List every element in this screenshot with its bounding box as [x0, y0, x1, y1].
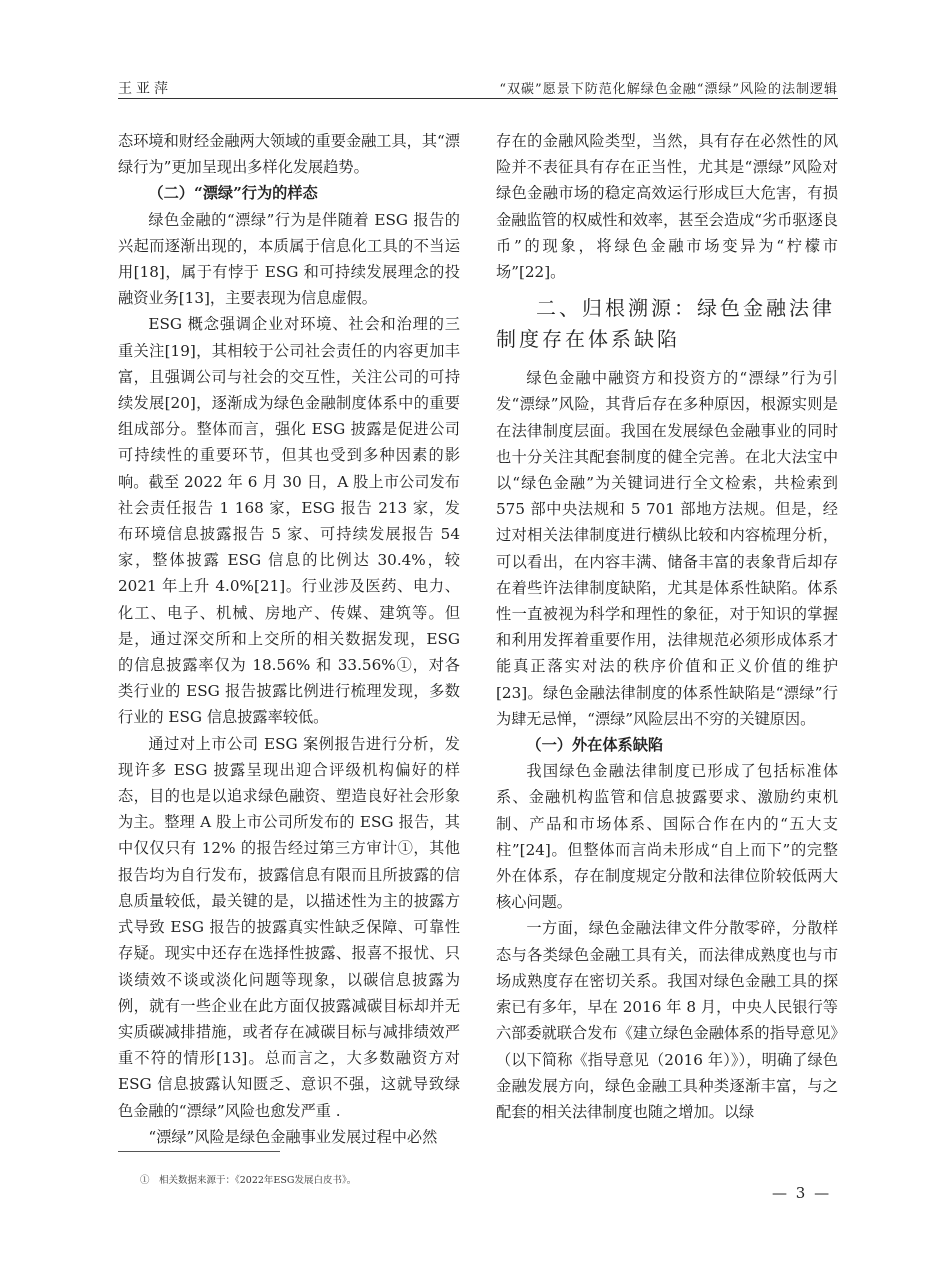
footnote: ① 相关数据来源于：《2022年ESG发展白皮书》。 — [140, 1175, 357, 1186]
subsection-heading: （二）“漂绿”行为的样态 — [148, 184, 318, 203]
paragraph: 态环境和财经金融两大领域的重要金融工具，其“漂绿行为”更加呈现出多样化发展趋势。 — [118, 132, 460, 177]
paragraph: 绿色金融中融资方和投资方的“漂绿”行为引发“漂绿”风险，其背后存在多种原因，根源实则是在法律制度层面。我国在发展绿色金融事业的同时也十分关注其配套制度的健全完善。在北大法宝中以“绿色金融”为关键词进行全文检索，共检索到 575 部中央法规和 5 701 部地方法规。但是，经过对相关法律制度进行横纵比较和内容梳理分析，可以看出，在内容丰满、储备丰富的表象背后却存在着些许法律制度缺陷，尤其是体系性缺陷。体系性一直被视为科学和理性的象征，对于知识的掌握和利用发挥着重要作用，法律规范必须形成体系才能真正落实对法的秩序价值和正义价值的维护[23]。绿色金融法律制度的体系性缺陷是“漂绿”行为肆无忌惮，“漂绿”风险层出不穷的关键原因。 — [496, 369, 838, 728]
running-header — [118, 70, 838, 100]
left-column — [118, 128, 460, 1150]
header-running-title: “双碳”愿景下防范化解绿色金融“漂绿”风险的法制逻辑 — [499, 82, 838, 97]
paragraph: 一方面，绿色金融法律文件分散零碎，分散样态与各类绿色金融工具有关，而法律成熟度也与市场成熟度存在密切关系。我国对绿色金融工具的探索已有多年，早在 2016 年 8 月，中央人民银行等六部委就联合发布《建立绿色金融体系的指导意见》（以下简称《指导意见（2016 年）》），明确了绿色金融发展方向，绿色金融工具种类逐渐丰富，与之配套的相关法律制度也随之增加。以绿 — [496, 919, 838, 1121]
section-heading: 二、归根溯源：绿色金融法律制度存在体系缺陷 — [496, 296, 835, 352]
header-author: 王亚萍 — [118, 81, 172, 97]
paragraph: ESG 概念强调企业对环境、社会和治理的三重关注[19]，其相较于公司社会责任的内容更加丰富，且强调公司与社会的交互性，关注公司的可持续发展[20]，逐渐成为绿色金融制度体系中的重要组成部分。整体而言，强化 ESG 披露是促进公司可持续性的重要环节，但其也受到多种因素的影响。截至 2022 年 6 月 30 日，A 股上市公司发布社会责任报告 1 168 家，ESG 报告 213 家，发布环境信息披露报告 5 家、可持续发展报告 54 家，整体披露 ESG 信息的比例达 30.4%，较 2021 年上升 4.0%[21]。行业涉及医药、电力、化工、电子、机械、房地产、传媒、建筑等。但是，通过深交所和上交所的相关数据发现，ESG 的信息披露率仅为 18.56% 和 33.56%①，对各类行业的 ESG 报告披露比例进行梳理发现，多数行业的 ESG 信息披露率较低。 — [118, 315, 460, 727]
page-number: — 3 — — [772, 1184, 832, 1202]
paragraph: 绿色金融的“漂绿”行为是伴随着 ESG 报告的兴起而逐渐出现的，本质属于信息化工具的不当运用[18]，属于有悖于 ESG 和可持续发展理念的投融资业务[13]，主要表现为信息虚假。 — [118, 210, 460, 308]
right-column — [496, 128, 838, 1125]
header-rule — [118, 98, 838, 99]
paragraph: “漂绿”风险是绿色金融事业发展过程中必然 — [148, 1127, 438, 1146]
paragraph: 通过对上市公司 ESG 案例报告进行分析，发现许多 ESG 披露呈现出迎合评级机构偏好的样态，目的也是以追求绿色融资、塑造良好社会形象为主。整理 A 股上市公司所发布的 ESG 报告，其中仅仅只有 12% 的报告经过第三方审计①，其他报告均为自行发布，披露信息有限而且所披露的信息质量较低，最关键的是，以描述性为主的披露方式导致 ESG 报告的披露真实性缺乏保障、可靠性存疑。现实中还存在选择性披露、报喜不报忧、只谈绩效不谈或淡化问题等现象，以碳信息披露为例，就有一些企业在此方面仅披露减碳目标却并无实质碳减排措施，或者存在减碳目标与减排绩效严重不符的情形[13]。总而言之，大多数融资方对 ESG 信息披露认知匮乏、意识不强，这就导致绿色金融的“漂绿”风险也愈发严重 . — [118, 734, 460, 1120]
footnote-rule — [118, 1151, 280, 1152]
subsection-heading: （一）外在体系缺陷 — [526, 736, 664, 755]
paragraph: 我国绿色金融法律制度已形成了包括标准体系、金融机构监管和信息披露要求、激励约束机制、产品和市场体系、国际合作在内的“五大支柱”[24]。但整体而言尚未形成“自上而下”的完整外在体系，存在制度规定分散和法律位阶较低两大核心问题。 — [496, 762, 838, 912]
paragraph: 存在的金融风险类型，当然，具有存在必然性的风险并不表征具有存在正当性，尤其是“漂绿”风险对绿色金融市场的稳定高效运行形成巨大危害，有损金融监管的权威性和效率，甚至会造成“劣币驱逐良币”的现象，将绿色金融市场变异为“柠檬市场”[22]。 — [496, 132, 838, 282]
